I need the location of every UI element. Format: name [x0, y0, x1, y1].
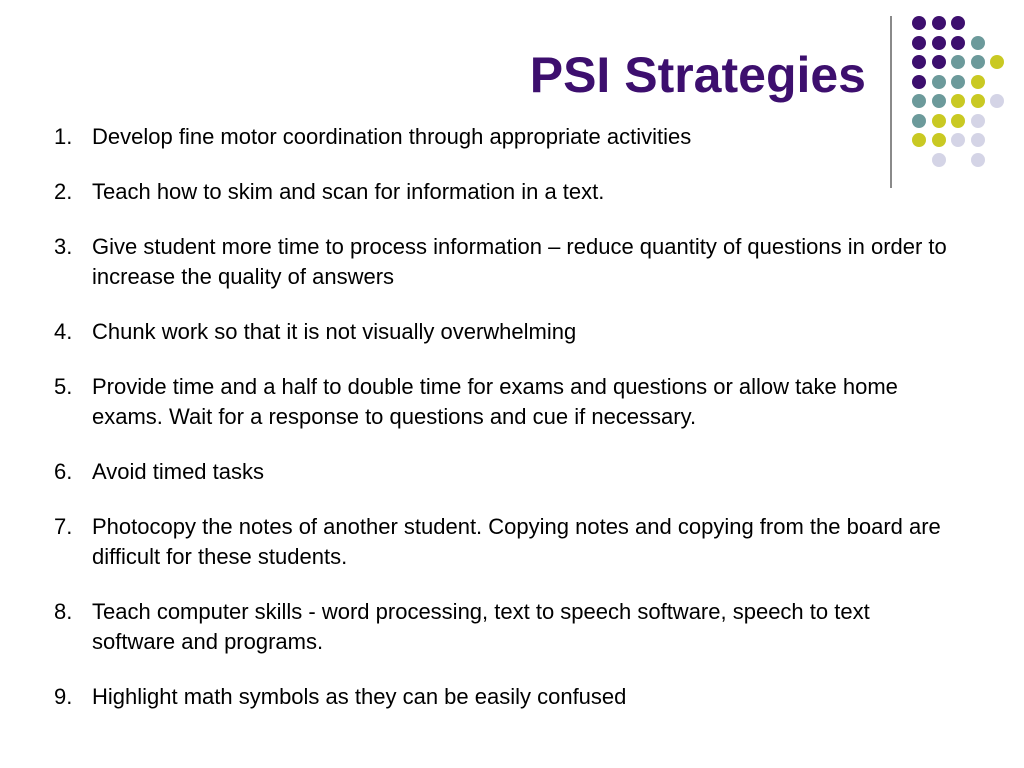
- item-text: Highlight math symbols as they can be easily confused: [92, 684, 627, 709]
- item-number: 1.: [54, 124, 73, 149]
- strategy-list: [54, 122, 954, 737]
- list-item: [54, 177, 954, 207]
- slide-title: PSI Strategies: [529, 47, 866, 103]
- dark-purple-dot: [932, 55, 946, 69]
- list-item: [54, 232, 954, 292]
- list-item: [54, 597, 954, 657]
- dark-purple-dot: [932, 36, 946, 50]
- dark-purple-dot: [951, 36, 965, 50]
- teal-dot: [932, 94, 946, 108]
- teal-dot: [951, 55, 965, 69]
- item-number: 9.: [54, 684, 73, 709]
- list-item: [54, 512, 954, 572]
- lavender-dot: [971, 153, 985, 167]
- chartreuse-dot: [971, 94, 985, 108]
- item-number: 4.: [54, 319, 73, 344]
- item-number: 8.: [54, 599, 73, 624]
- list-item: [54, 457, 954, 487]
- item-text: Teach how to skim and scan for information in a text.: [92, 179, 605, 204]
- list-item: [54, 317, 954, 347]
- item-number: 7.: [54, 514, 73, 539]
- dark-purple-dot: [912, 55, 926, 69]
- teal-dot: [912, 94, 926, 108]
- teal-dot: [932, 75, 946, 89]
- dark-purple-dot: [912, 16, 926, 30]
- lavender-dot: [971, 133, 985, 147]
- dark-purple-dot: [951, 16, 965, 30]
- item-text: Avoid timed tasks: [92, 459, 265, 484]
- item-text: Photocopy the notes of another student. Copying notes and copying from the board are difficult for these students.: [92, 514, 941, 569]
- item-text: Provide time and a half to double time for exams and questions or allow take home exams. Wait for a response to questions and cue if necessary.: [92, 374, 898, 429]
- item-text: Teach computer skills - word processing, text to speech software, speech to text software and programs.: [92, 599, 870, 654]
- item-text: Develop fine motor coordination through appropriate activities: [92, 124, 692, 149]
- chartreuse-dot: [971, 75, 985, 89]
- dark-purple-dot: [912, 36, 926, 50]
- item-text: Chunk work so that it is not visually overwhelming: [92, 319, 577, 344]
- teal-dot: [971, 55, 985, 69]
- lavender-dot: [971, 114, 985, 128]
- dark-purple-dot: [932, 16, 946, 30]
- chartreuse-dot: [990, 55, 1004, 69]
- chartreuse-dot: [951, 94, 965, 108]
- teal-dot: [971, 36, 985, 50]
- item-number: 5.: [54, 374, 73, 399]
- item-number: 3.: [54, 234, 73, 259]
- item-number: 6.: [54, 459, 73, 484]
- teal-dot: [951, 75, 965, 89]
- dark-purple-dot: [912, 75, 926, 89]
- item-text: Give student more time to process information – reduce quantity of questions in order to increase the quality of answers: [92, 234, 947, 289]
- item-number: 2.: [54, 179, 73, 204]
- list-item: [54, 372, 954, 432]
- list-item: [54, 122, 954, 152]
- list-item: [54, 682, 954, 712]
- lavender-dot: [990, 94, 1004, 108]
